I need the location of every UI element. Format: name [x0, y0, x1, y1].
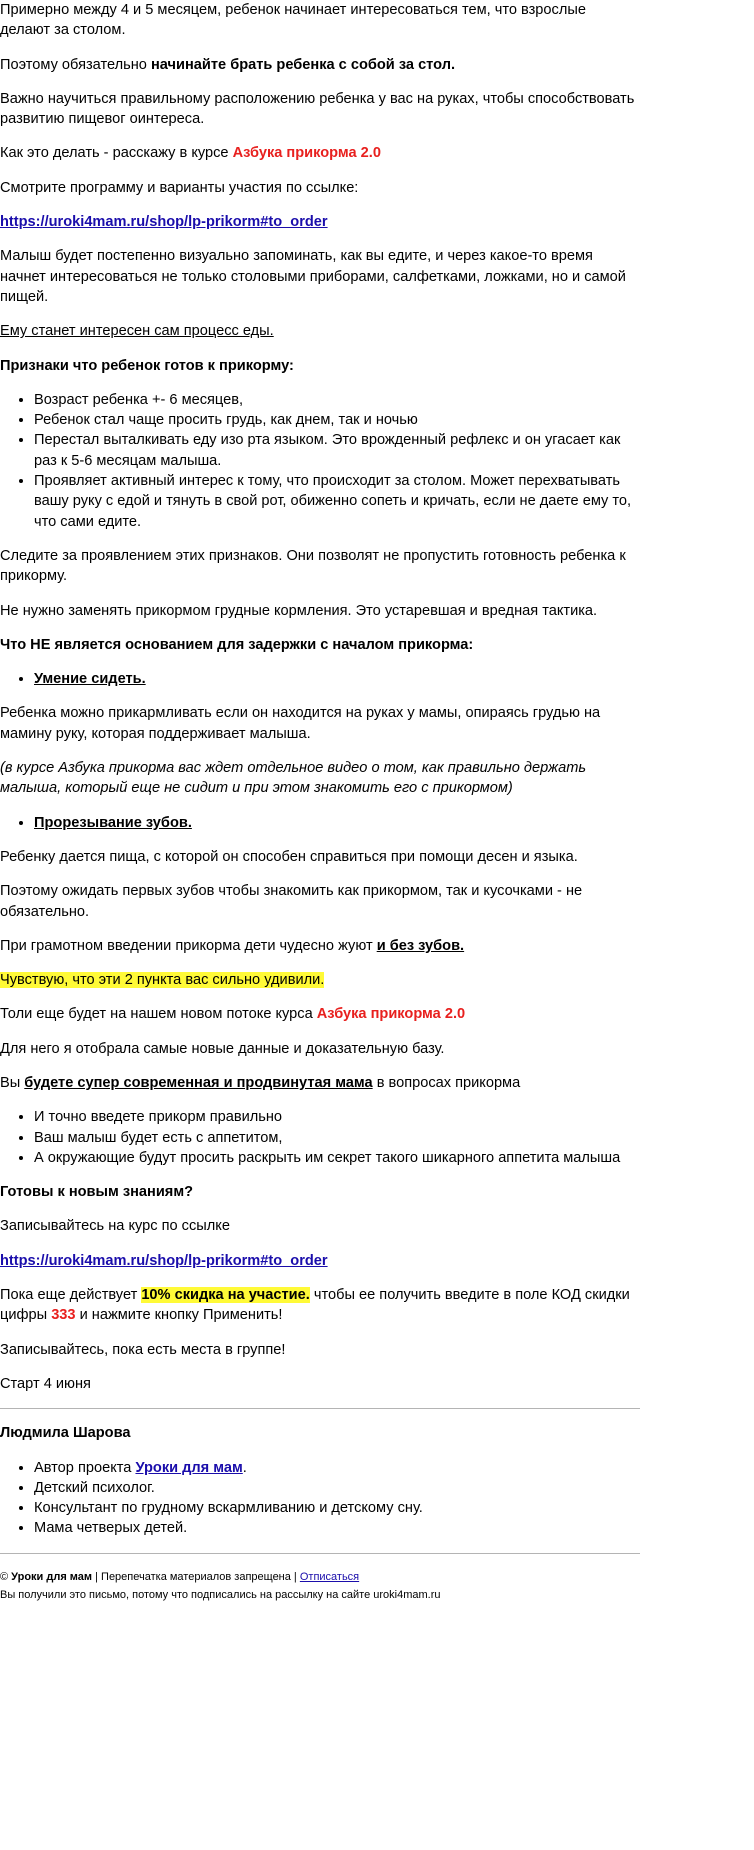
- text: .: [242, 1459, 247, 1476]
- sit-label: Умение сидеть.: [34, 671, 146, 688]
- project-link[interactable]: Уроки для мам: [135, 1459, 243, 1476]
- author-name: Людмила Шарова: [0, 1425, 131, 1442]
- list-item: • Детский психолог.: [34, 1478, 640, 1498]
- watch-paragraph: Малыш будет постепенно визуально запоминать, как вы едите, и через какое-то время начнет интересоваться не только столовыми приборами, салфетками, ложками, но и самой пищей.: [0, 248, 626, 305]
- teeth-wait-paragraph: Поэтому ожидать первых зубов чтобы знакомить как прикормом, так и кусочками - не обязательно.: [0, 883, 583, 920]
- discount-paragraph: [0, 1285, 640, 1326]
- discount-code: 333: [51, 1307, 76, 1324]
- signs-title: Признаки что ребенок готов к прикорму:: [0, 357, 294, 374]
- highlighted-text: Чувствую, что эти 2 пункта вас сильно удивили.: [0, 972, 325, 989]
- footer-brand: Уроки для мам: [11, 1570, 93, 1583]
- sit-paragraph: Ребенка можно прикармливать если он находится на руках у мамы, опираясь грудью на мамину руку, которая поддерживает малыша.: [0, 705, 601, 742]
- list-item: [34, 669, 640, 689]
- list-item: • И точно введете прикорм правильно: [34, 1107, 640, 1127]
- course-paragraph: [0, 143, 640, 163]
- surprise-paragraph: [0, 970, 640, 990]
- text: Толи еще будет на нашем новом потоке курса: [0, 1006, 317, 1023]
- text: ©: [0, 1570, 12, 1583]
- text: Пока еще действует: [0, 1287, 142, 1304]
- bold-underline-text: и без зубов.: [376, 937, 465, 954]
- footer-line: [0, 1568, 640, 1586]
- list-item: • Возраст ребенка +- 6 месяцев,: [34, 390, 640, 410]
- list-item: • А окружающие будут просить раскрыть им секрет такого шикарного аппетита малыша: [34, 1148, 640, 1168]
- sit-list: [0, 669, 640, 689]
- places-paragraph: Записывайтесь, пока есть места в группе!: [0, 1341, 286, 1358]
- course-link[interactable]: https://uroki4mam.ru/shop/lp-prikorm#to_order: [0, 1252, 328, 1269]
- start-date: Старт 4 июня: [0, 1375, 91, 1392]
- footer-note: Вы получили это письмо, потому что подписались на рассылку на сайте uroki4mam.ru: [0, 1588, 441, 1601]
- text: в вопросах прикорма: [372, 1074, 521, 1091]
- list-item: • Мама четверых детей.: [34, 1518, 640, 1538]
- new-stream-paragraph: [0, 1004, 640, 1024]
- list-item: • Ваш малыш будет есть с аппетитом,: [34, 1128, 640, 1148]
- chew-paragraph: [0, 936, 640, 956]
- course-note-paragraph: (в курсе Азбука прикорма вас ждет отдельное видео о том, как правильно держать малыша, который еще не сидит и при этом знакомить его с прикормом): [0, 760, 587, 797]
- take-to-table-paragraph: [0, 55, 640, 75]
- discount-highlight: 10% скидка на участие.: [141, 1287, 310, 1304]
- unsubscribe-link[interactable]: Отписаться: [299, 1570, 360, 1583]
- text: При грамотном введении прикорма дети чудесно жуют: [0, 937, 377, 954]
- list-item: [34, 1458, 640, 1478]
- intro-paragraph: Примерно между 4 и 5 месяцем, ребенок начинает интересоваться тем, что взрослые делают за столом.: [0, 2, 586, 39]
- position-paragraph: Важно научиться правильному расположению ребенка у вас на руках, чтобы способствовать развитию пищевог оинтереса.: [0, 90, 635, 128]
- watch-signs-paragraph: Следите за проявлением этих признаков. Они позволят не пропустить готовность ребенка к прикорму.: [0, 547, 626, 585]
- link-paragraph: [0, 1251, 640, 1271]
- bold-text: начинайте брать ребенка с собой за стол.: [150, 56, 456, 73]
- teeth-list: [0, 813, 640, 833]
- list-item: • Перестал выталкивать еду изо рта языком. Это врожденный рефлекс и он угасает как раз к 5-6 месяцам малыша.: [34, 430, 640, 471]
- list-item: • Проявляет активный интерес к тому, что происходит за столом. Может перехватывать вашу руку с едой и тянуть в свой рот, обиженно сопеть и кричать, если не даете ему то, что сами едите.: [34, 471, 640, 532]
- text: чтобы ее получить введите в поле КОД скидки цифры: [0, 1287, 630, 1324]
- signup-paragraph: Записывайтесь на курс по ссылке: [0, 1218, 230, 1235]
- evidence-paragraph: Для него я отобрала самые новые данные и доказательную базу.: [0, 1040, 445, 1057]
- text: Как это делать - расскажу в курсе: [0, 145, 233, 162]
- course-link[interactable]: https://uroki4mam.ru/shop/lp-prikorm#to_order: [0, 214, 328, 231]
- divider: [0, 1553, 640, 1554]
- link-paragraph: [0, 212, 640, 232]
- benefits-list: [0, 1107, 640, 1168]
- program-paragraph: Смотрите программу и варианты участия по ссылке:: [0, 179, 359, 196]
- bold-underline-text: будете супер современная и продвинутая мама: [24, 1074, 373, 1091]
- not-reason-title: Что НЕ является основанием для задержки с началом прикорма:: [0, 636, 474, 653]
- divider: [0, 1408, 640, 1409]
- list-item: • Ребенок стал чаще просить грудь, как днем, так и ночью: [34, 410, 640, 430]
- signs-list: [0, 390, 640, 532]
- gums-paragraph: Ребенку дается пища, с которой он способен справиться при помощи десен и языка.: [0, 848, 578, 865]
- list-item: • Консультант по грудному вскармливанию и детскому сну.: [34, 1498, 640, 1518]
- text: Автор проекта: [34, 1459, 136, 1476]
- text: Вы: [0, 1074, 25, 1091]
- ready-heading: Готовы к новым знаниям?: [0, 1184, 194, 1201]
- process-paragraph: Ему станет интересен сам процесс еды.: [0, 323, 274, 340]
- course-name: Азбука прикорма 2.0: [316, 1006, 466, 1023]
- text: Поэтому обязательно: [0, 56, 151, 73]
- list-item: [34, 813, 640, 833]
- text: | Перепечатка материалов запрещена |: [92, 1570, 300, 1583]
- author-list: [0, 1458, 640, 1539]
- text: и нажмите кнопку Применить!: [75, 1307, 283, 1324]
- teeth-label: Прорезывание зубов.: [34, 814, 192, 831]
- course-name: Азбука прикорма 2.0: [232, 145, 381, 162]
- modern-mom-paragraph: [0, 1073, 640, 1093]
- no-replace-paragraph: Не нужно заменять прикормом грудные кормления. Это устаревшая и вредная тактика.: [0, 602, 598, 619]
